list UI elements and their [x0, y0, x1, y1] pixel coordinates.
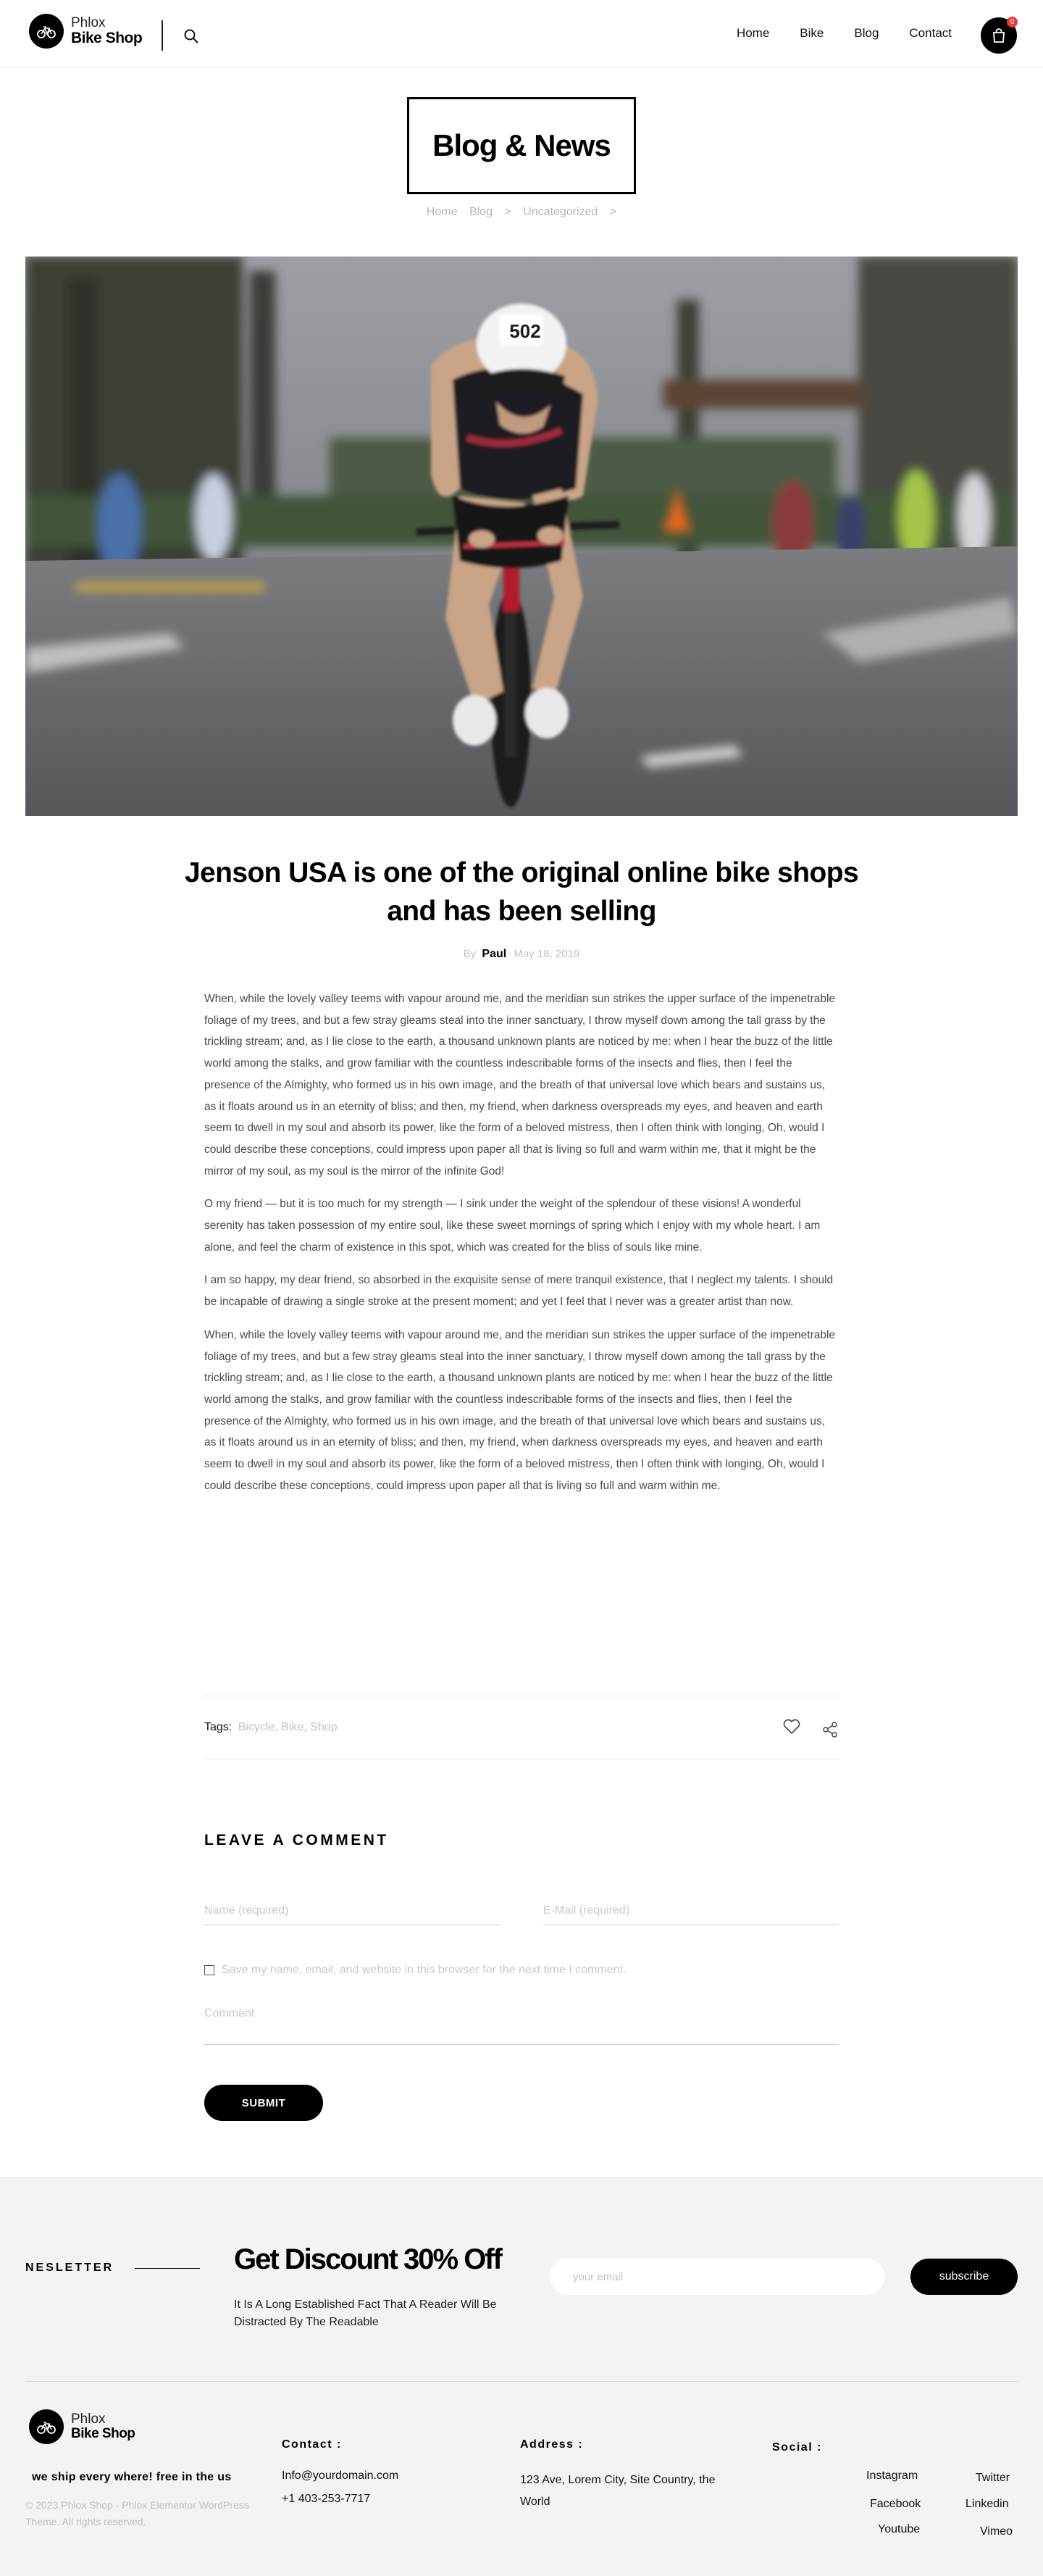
- logo-line-2: Bike Shop: [71, 29, 143, 46]
- contact-email-link[interactable]: Info@yourdomain.com: [282, 2469, 399, 2482]
- submit-comment-button[interactable]: SUBMIT: [204, 2085, 323, 2121]
- cart-button[interactable]: [981, 17, 1017, 54]
- article-title: Jenson USA is one of the original online bike shops and has been selling: [184, 857, 859, 927]
- leave-comment-heading: LEAVE A COMMENT: [204, 1832, 389, 1848]
- site-header: [0, 0, 1043, 68]
- newsletter-divider: [135, 2268, 200, 2269]
- nav-bike[interactable]: Bike: [800, 26, 824, 40]
- footer-divider: [25, 2381, 1018, 2382]
- social-instagram-link[interactable]: Instagram: [866, 2469, 918, 2482]
- article-meta: [0, 948, 1043, 961]
- site-logo[interactable]: [29, 14, 142, 49]
- main-nav: [706, 26, 952, 41]
- article-body: [204, 988, 839, 1508]
- social-linkedin-link[interactable]: Linkedin: [965, 2498, 1009, 2510]
- address-heading: Address :: [520, 2438, 584, 2451]
- newsletter-label: NESLETTER: [25, 2262, 114, 2274]
- copyright-text: © 2023 Phlox Shop - Phlox Elementor WordPress Theme. All rights reserved.: [25, 2499, 249, 2527]
- contact-phone-link[interactable]: +1 403-253-7717: [282, 2493, 371, 2505]
- breadcrumb-uncategorized[interactable]: Uncategorized: [523, 206, 598, 218]
- discount-title: Get Discount 30% Off: [234, 2243, 501, 2275]
- shopping-bag-icon: [991, 28, 1007, 43]
- page-title-box: [407, 97, 636, 194]
- social-facebook-link[interactable]: Facebook: [870, 2498, 921, 2510]
- contact-heading: Contact :: [282, 2438, 342, 2451]
- nav-contact[interactable]: Contact: [909, 26, 952, 40]
- save-info-row: [204, 1964, 626, 1977]
- heart-icon[interactable]: [782, 1718, 801, 1735]
- shipping-tagline: we ship every where! free in the us: [32, 2471, 232, 2483]
- site-footer: [0, 2177, 1043, 2576]
- page-title: Blog & News: [432, 128, 611, 162]
- tags-bar: [204, 1696, 839, 1759]
- nav-blog[interactable]: Blog: [854, 26, 879, 40]
- breadcrumb-separator: >: [609, 206, 617, 218]
- bike-logo-icon: [29, 2409, 64, 2444]
- subscribe-button[interactable]: subscribe: [910, 2259, 1018, 2295]
- article-paragraph: O my friend — but it is too much for my strength — I sink under the weight of the splendour of these visions! A wonderful serenity has taken possession of my entire soul, like these sweet mornings of spring which I enjoy with my whole heart. I am alone, and feel the charm of existence in this spot, which was created for the bliss of souls like mine.: [204, 1198, 821, 1254]
- header-divider: [162, 20, 163, 51]
- meta-by-label: By: [463, 948, 477, 960]
- save-info-checkbox[interactable]: [204, 1965, 214, 1975]
- hero-image-cyclist: [25, 257, 1018, 816]
- share-icon[interactable]: [821, 1721, 839, 1738]
- breadcrumb-blog[interactable]: Blog: [469, 206, 493, 218]
- author-link[interactable]: Paul: [482, 948, 507, 960]
- breadcrumb: [0, 206, 1043, 219]
- logo-line-1: Phlox: [71, 15, 106, 30]
- footer-logo-line-1: Phlox: [71, 2412, 106, 2427]
- nav-home[interactable]: Home: [736, 26, 770, 40]
- article-date: May 18, 2019: [514, 948, 580, 960]
- tags-list[interactable]: Bicycle, Bike, Shop: [238, 1721, 338, 1733]
- save-info-label: Save my name, email, and website in this browser for the next time I comment.: [222, 1964, 627, 1976]
- bike-logo-icon: [29, 14, 64, 49]
- search-icon[interactable]: [183, 28, 200, 45]
- hero-race-number: 502: [509, 320, 541, 342]
- breadcrumb-separator: >: [504, 206, 511, 218]
- address-text: 123 Ave, Lorem City, Site Country, the World: [520, 2474, 716, 2508]
- tags-row: [204, 1721, 338, 1734]
- article-paragraph: When, while the lovely valley teems with vapour around me, and the meridian sun strikes the upper surface of the impenetrable foliage of my trees, and but a few stray gleams steal into the inner sanctuary, I throw myself down among the tall grass by the trickling stream; and, as I lie close to the earth, a thousand unknown plants are noticed by me: when I hear the buzz of the little world among the stalks, and grow familiar with the countless indescribable forms of the insects and flies, then I feel the presence of the Almighty, who formed us in his own image, and the breath of that universal love which bears and sustains us, as it floats around us in an eternity of bliss; and then, my friend, when darkness overspreads my eyes, and heaven and earth seem to dwell in my soul and absorb its power, like the form of a beloved mistress, then I often think with longing, Oh, would I could describe these conceptions, could impress upon paper all that is living so full and warm within me, that it might be the mirror of my soul, as my soul is the mirror of the infinite God!: [204, 993, 836, 1177]
- footer-logo-line-2: Bike Shop: [71, 2426, 135, 2441]
- social-youtube-link[interactable]: Youtube: [878, 2523, 921, 2535]
- social-twitter-link[interactable]: Twitter: [976, 2472, 1010, 2484]
- social-vimeo-link[interactable]: Vimeo: [980, 2525, 1013, 2538]
- breadcrumb-home[interactable]: Home: [426, 206, 458, 218]
- email-input[interactable]: [543, 1896, 839, 1925]
- article-paragraph: I am so happy, my dear friend, so absorbed in the exquisite sense of mere tranquil existence, that I neglect my talents. I should be incapable of drawing a single stroke at the present moment; and yet I feel that I never was a greater artist than now.: [204, 1274, 834, 1309]
- comment-textarea[interactable]: [204, 2007, 839, 2045]
- discount-subtitle: It Is A Long Established Fact That A Reader Will Be Distracted By The Readable: [234, 2298, 497, 2328]
- footer-logo[interactable]: [29, 2409, 135, 2444]
- cart-count-badge: 0: [1007, 17, 1018, 28]
- tags-label: Tags:: [204, 1721, 233, 1733]
- article-paragraph: When, while the lovely valley teems with vapour around me, and the meridian sun strikes the upper surface of the impenetrable foliage of my trees, and but a few stray gleams steal into the inner sanctuary, I throw myself down among the tall grass by the trickling stream; and, as I lie close to the earth, a thousand unknown plants are noticed by me: when I hear the buzz of the little world among the stalks, and grow familiar with the countless indescribable forms of the insects and flies, then I feel the presence of the Almighty, who formed us in his own image, and the breath of that universal love which bears and sustains us, as it floats around us in an eternity of bliss; and then, my friend, when darkness overspreads my eyes, and heaven and earth seem to dwell in my soul and absorb its power, like the form of a beloved mistress, then I often think with longing, Oh, would I could describe these conceptions, could impress upon paper all that is living so full and warm within me.: [204, 1328, 836, 1492]
- name-input[interactable]: [204, 1896, 500, 1925]
- newsletter-email-input[interactable]: [550, 2259, 884, 2295]
- social-heading: Social :: [772, 2441, 822, 2454]
